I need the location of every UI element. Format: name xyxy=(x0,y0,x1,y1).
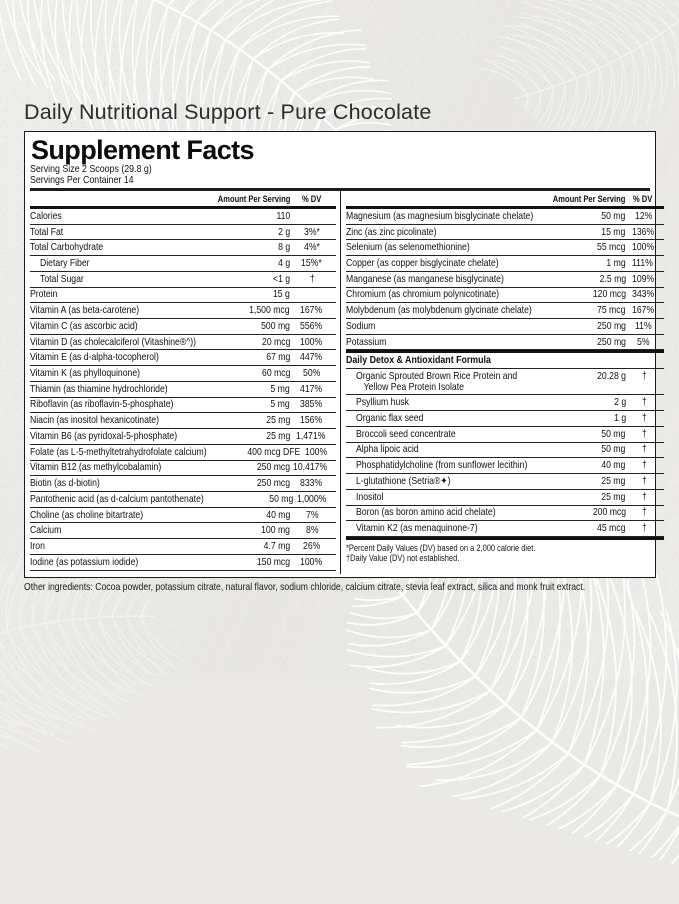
row-dv: 343% xyxy=(631,289,654,301)
column-divider xyxy=(340,189,341,574)
table-row xyxy=(30,240,336,256)
row-dv: 833% xyxy=(299,478,323,490)
page-title: Daily Nutritional Support - Pure Chocolate xyxy=(24,100,432,124)
row-dv: 100% xyxy=(299,556,323,568)
row-label: Total Sugar xyxy=(40,273,84,285)
row-label: Sodium xyxy=(345,320,375,332)
table-row xyxy=(346,490,664,506)
row-dv: 4%* xyxy=(303,242,320,254)
table-row xyxy=(346,225,664,241)
row-amount: <1 g xyxy=(272,273,290,285)
row-dv: 417% xyxy=(299,383,323,395)
row-label: Thiamin (as thiamine hydrochloride) xyxy=(30,383,168,395)
row-dv: 167% xyxy=(299,305,323,317)
row-dv: 556% xyxy=(299,320,323,332)
table-row xyxy=(346,458,664,474)
row-label: Dietary Fiber xyxy=(40,258,90,270)
row-amount: 2.5 mg xyxy=(599,273,626,285)
row-dv: 1,471% xyxy=(295,430,326,442)
table-row xyxy=(346,506,664,522)
row-label: Vitamin K (as phylloquinone) xyxy=(30,368,141,380)
row-label: Folate (as L-5-methyltetrahydrofolate calcium) xyxy=(30,446,207,458)
table-row xyxy=(346,319,664,335)
row-amount: 67 mg xyxy=(265,352,290,364)
row-amount: 20.28 g xyxy=(596,371,626,383)
column-header-amount: Amount Per Serving xyxy=(553,193,626,204)
table-row xyxy=(30,366,336,382)
row-label: Zinc (as zinc picolinate) xyxy=(345,226,436,238)
servings-per-container: Servings Per Container 14 xyxy=(30,175,134,187)
table-row xyxy=(346,209,664,225)
table-row xyxy=(346,474,664,490)
row-amount: 500 mg xyxy=(261,320,290,332)
row-label: Vitamin K2 (as menaquinone-7) xyxy=(355,523,478,535)
row-label: Phosphatidylcholine (from sunflower lecithin) xyxy=(355,460,527,472)
row-amount: 50 mg xyxy=(269,493,294,505)
table-row xyxy=(346,521,664,537)
row-dv xyxy=(290,211,336,222)
row-dv: † xyxy=(641,444,647,456)
row-dv: 1,000% xyxy=(297,493,327,505)
row-dv: 447% xyxy=(299,352,323,364)
table-row xyxy=(30,303,336,319)
table-row xyxy=(346,240,664,256)
nutrition-table-left xyxy=(30,191,336,571)
row-label: Vitamin A (as beta-carotene) xyxy=(30,305,140,317)
row-label: Iron xyxy=(30,540,45,552)
table-row xyxy=(30,350,336,366)
row-amount: 250 mg xyxy=(596,320,626,332)
row-amount: 55 mcg xyxy=(597,242,626,254)
row-label: Vitamin B12 (as methylcobalamin) xyxy=(30,462,162,474)
row-dv xyxy=(290,289,336,300)
row-label: Magnesium (as magnesium bisglycinate chelate) xyxy=(345,210,533,222)
row-amount: 120 mcg xyxy=(592,289,626,301)
table-row xyxy=(346,303,664,319)
row-dv: 3%* xyxy=(303,226,320,238)
row-dv: 156% xyxy=(299,415,323,427)
row-amount: 110 xyxy=(276,210,290,222)
row-label: Total Fat xyxy=(30,226,64,238)
row-label: Organic flax seed xyxy=(355,413,423,425)
row-label: Niacin (as inositol hexanicotinate) xyxy=(30,415,160,427)
table-row xyxy=(30,445,336,461)
row-label: Manganese (as manganese bisglycinate) xyxy=(345,273,504,285)
row-label: Molybdenum (as molybdenum glycinate chelate) xyxy=(345,305,532,317)
nutrition-table-right xyxy=(346,191,664,563)
column-header-dv: % DV xyxy=(301,193,321,204)
row-amount: 50 mg xyxy=(601,428,626,440)
row-dv: 50% xyxy=(302,368,321,380)
row-dv: 11% xyxy=(634,320,652,332)
table-row xyxy=(346,443,664,459)
row-amount: 40 mg xyxy=(601,460,626,472)
row-amount: 400 mcg DFE xyxy=(247,446,301,458)
row-amount: 5 mg xyxy=(270,399,290,411)
row-dv: † xyxy=(641,491,647,503)
row-dv: 26% xyxy=(302,540,321,552)
row-amount: 4.7 mg xyxy=(263,540,290,552)
row-amount: 1 mg xyxy=(606,258,626,270)
table-header-row xyxy=(30,191,336,209)
table-row xyxy=(30,523,336,539)
row-label: Boron (as boron amino acid chelate) xyxy=(355,507,496,519)
row-amount: 250 mcg xyxy=(256,478,290,490)
row-amount: 25 mg xyxy=(601,475,626,487)
row-dv: 385% xyxy=(299,399,323,411)
table-row xyxy=(346,335,664,351)
table-row xyxy=(30,272,336,288)
table-row xyxy=(346,411,664,427)
table-row xyxy=(30,256,336,272)
table-row xyxy=(30,492,336,508)
serving-size: Serving Size 2 Scoops (29.8 g) xyxy=(30,164,152,175)
row-dv: 5% xyxy=(637,336,650,348)
row-dv: † xyxy=(641,475,647,487)
table-row xyxy=(30,555,336,571)
table-row xyxy=(30,461,336,477)
row-dv: † xyxy=(641,428,647,440)
row-amount: 200 mcg xyxy=(592,507,626,519)
row-dv: † xyxy=(641,413,647,425)
row-dv: 100% xyxy=(305,446,328,458)
row-dv: 167% xyxy=(631,305,654,317)
row-label: Copper (as copper bisglycinate chelate) xyxy=(345,258,499,270)
table-row xyxy=(30,429,336,445)
row-amount: 5 mg xyxy=(270,383,290,395)
row-label: Calories xyxy=(30,210,62,222)
row-dv: 7% xyxy=(305,509,319,521)
row-label: Vitamin C (as ascorbic acid) xyxy=(30,320,138,332)
row-dv: 12% xyxy=(634,210,652,222)
row-dv: † xyxy=(641,507,647,519)
supplement-facts-panel xyxy=(24,131,656,578)
row-dv: † xyxy=(641,371,647,383)
table-header-row xyxy=(346,191,664,209)
row-dv: 15%* xyxy=(300,258,322,270)
row-dv: 10,417% xyxy=(292,462,328,474)
table-row xyxy=(30,413,336,429)
other-ingredients: Other ingredients: Cocoa powder, potassium citrate, natural flavor, sodium chloride, calcium citrate, stevia leaf extract, silica and monk fruit extract. xyxy=(24,582,586,593)
row-amount: 60 mcg xyxy=(261,368,290,380)
row-amount: 75 mcg xyxy=(597,305,626,317)
row-amount: 150 mcg xyxy=(256,556,290,568)
footnote-block xyxy=(346,537,664,563)
row-label: Organic Sprouted Brown Rice Protein and Yellow Pea Protein Isolate xyxy=(355,371,517,394)
row-amount: 1 g xyxy=(613,413,626,425)
row-label: Selenium (as selenomethionine) xyxy=(345,242,470,254)
row-amount: 8 g xyxy=(277,242,290,254)
row-amount: 25 mg xyxy=(601,491,626,503)
row-label: Vitamin E (as d-alpha-tocopherol) xyxy=(30,352,159,364)
table-row xyxy=(30,335,336,351)
row-label: Protein xyxy=(30,289,58,301)
row-dv: 8% xyxy=(305,525,319,537)
row-label: Chromium (as chromium polynicotinate) xyxy=(345,289,499,301)
row-label: Iodine (as potassium iodide) xyxy=(30,556,139,568)
row-label: Calcium xyxy=(30,525,62,537)
table-row xyxy=(30,225,336,241)
row-label: Vitamin B6 (as pyridoxal-5-phosphate) xyxy=(30,430,178,442)
row-label: Broccoli seed concentrate xyxy=(355,428,456,440)
table-row xyxy=(346,288,664,304)
table-row xyxy=(346,256,664,272)
row-label: Vitamin D (as cholecalciferol (Vitashine®^)) xyxy=(30,336,197,348)
table-row xyxy=(346,395,664,411)
row-amount: 45 mcg xyxy=(597,523,626,535)
row-amount: 2 g xyxy=(613,397,626,409)
row-dv: 109% xyxy=(631,273,654,285)
row-amount: 50 mg xyxy=(601,210,626,222)
table-row xyxy=(346,272,664,288)
row-amount: 250 mg xyxy=(596,336,626,348)
row-label: Psyllium husk xyxy=(355,397,409,409)
row-amount: 25 mg xyxy=(265,415,290,427)
row-label: Choline (as choline bitartrate) xyxy=(30,509,144,521)
row-label: Total Carbohydrate xyxy=(30,242,104,254)
row-amount: 4 g xyxy=(277,258,290,270)
table-row xyxy=(30,382,336,398)
footnote: *Percent Daily Values (DV) based on a 2,000 calorie diet. xyxy=(345,542,535,553)
table-row xyxy=(346,427,664,443)
row-label: Inositol xyxy=(355,491,383,503)
row-label: Alpha lipoic acid xyxy=(355,444,419,456)
row-amount: 40 mg xyxy=(265,509,290,521)
table-row xyxy=(30,476,336,492)
column-header-dv: % DV xyxy=(633,193,653,204)
table-row xyxy=(30,209,336,225)
section-header-detox: Daily Detox & Antioxidant Formula xyxy=(346,353,664,369)
row-amount: 250 mcg xyxy=(256,462,290,474)
table-row xyxy=(30,398,336,414)
row-amount: 2 g xyxy=(277,226,290,238)
row-dv: † xyxy=(641,397,647,409)
supplement-facts-title: Supplement Facts xyxy=(31,135,254,165)
row-label: Biotin (as d-biotin) xyxy=(30,478,100,490)
row-dv: † xyxy=(641,523,647,535)
table-row xyxy=(30,539,336,555)
footnote: †Daily Value (DV) not established. xyxy=(345,552,459,563)
row-dv: † xyxy=(641,460,647,472)
row-amount: 1,500 mcg xyxy=(249,305,290,317)
table-row xyxy=(30,288,336,304)
row-dv: 100% xyxy=(631,242,654,254)
row-amount: 20 mcg xyxy=(261,336,290,348)
row-amount: 15 mg xyxy=(601,226,626,238)
table-row xyxy=(30,508,336,524)
row-dv: 100% xyxy=(299,336,323,348)
row-amount: 25 mg xyxy=(265,430,290,442)
row-amount: 100 mg xyxy=(261,525,290,537)
table-row xyxy=(30,319,336,335)
row-amount: 50 mg xyxy=(601,444,626,456)
row-label: Potassium xyxy=(345,336,386,348)
row-dv: 111% xyxy=(632,258,654,270)
row-amount: 15 g xyxy=(273,289,290,301)
column-header-amount: Amount Per Serving xyxy=(217,193,290,204)
row-label: Pantothenic acid (as d-calcium pantothenate) xyxy=(30,493,204,505)
row-dv: 136% xyxy=(631,226,654,238)
row-label: L-glutathione (Setria®✦) xyxy=(355,475,451,487)
row-dv: † xyxy=(310,273,315,285)
row-label: Riboflavin (as riboflavin-5-phosphate) xyxy=(30,399,174,411)
table-row xyxy=(346,369,664,395)
